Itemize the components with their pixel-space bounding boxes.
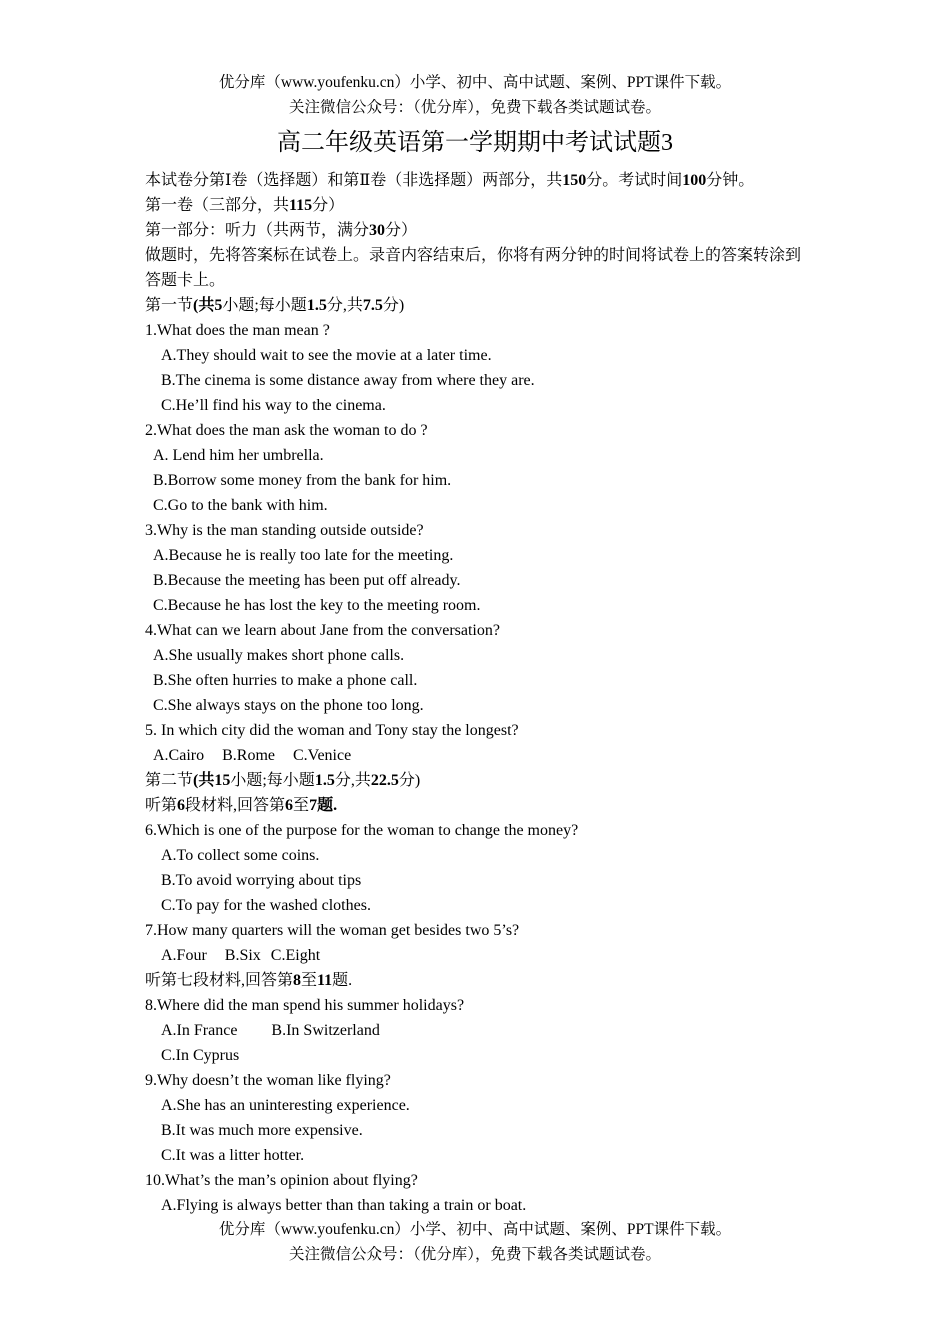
question-10-option-a: A.Flying is always better than than taking a train or boat. bbox=[161, 1197, 527, 1214]
question-9-option-c: C.It was a litter hotter. bbox=[161, 1147, 305, 1164]
question-1-option-b: B.The cinema is some distance away from where they are. bbox=[161, 372, 535, 389]
page-header-line-2: 关注微信公众号：（优分库），免费下载各类试题试卷。 bbox=[288, 99, 661, 116]
intro-paragraph-1: 本试卷分第Ⅰ卷（选择题）和第Ⅱ卷（非选择题）两部分，共150分。考试时间100分钟。 bbox=[145, 172, 755, 189]
question-5-option-c: C.Venice bbox=[293, 747, 352, 764]
question-7-option-b: B.Six bbox=[224, 947, 261, 964]
exam-body bbox=[145, 168, 815, 1218]
question-8: 8.Where did the man spend his summer holidays? bbox=[145, 997, 465, 1014]
material-6-instruction: 听第6段材料,回答第6至7题. bbox=[145, 797, 338, 814]
question-2-option-c: C.Go to the bank with him. bbox=[153, 497, 328, 514]
question-8-option-c: C.In Cyprus bbox=[161, 1047, 240, 1064]
question-7-options bbox=[145, 943, 815, 968]
question-6-option-a: A.To collect some coins. bbox=[161, 847, 320, 864]
question-2-option-b: B.Borrow some money from the bank for him. bbox=[153, 472, 452, 489]
question-7-option-a: A.Four bbox=[161, 947, 207, 964]
question-8-options-row-1 bbox=[145, 1018, 815, 1043]
question-7-option-c: C.Eight bbox=[270, 947, 321, 964]
question-2: 2.What does the man ask the woman to do ? bbox=[145, 422, 428, 439]
intro-paragraph-2: 第一卷（三部分，共115分） bbox=[145, 197, 345, 214]
material-7-instruction: 听第七段材料,回答第8至11题. bbox=[145, 972, 353, 989]
question-1: 1.What does the man mean ? bbox=[145, 322, 330, 339]
question-8-option-b: B.In Switzerland bbox=[271, 1022, 380, 1039]
page-footer-line-1: 优分库（www.youfenku.cn）小学、初中、高中试题、案例、PPT课件下载。 bbox=[218, 1221, 732, 1238]
question-9-option-b: B.It was much more expensive. bbox=[161, 1122, 363, 1139]
question-5: 5. In which city did the woman and Tony stay the longest? bbox=[145, 722, 519, 739]
question-3: 3.Why is the man standing outside outside? bbox=[145, 522, 424, 539]
question-4: 4.What can we learn about Jane from the conversation? bbox=[145, 622, 500, 639]
question-10: 10.What’s the man’s opinion about flying? bbox=[145, 1172, 418, 1189]
question-7: 7.How many quarters will the woman get besides two 5’s? bbox=[145, 922, 520, 939]
question-1-option-a: A.They should wait to see the movie at a later time. bbox=[161, 347, 492, 364]
question-3-option-a: A.Because he is really too late for the meeting. bbox=[153, 547, 454, 564]
question-9-option-a: A.She has an uninteresting experience. bbox=[161, 1097, 410, 1114]
intro-paragraph-4: 做题时，先将答案标在试卷上。录音内容结束后，你将有两分钟的时间将试卷上的答案转涂到答题卡上。 bbox=[145, 247, 802, 289]
question-8-option-a: A.In France bbox=[161, 1022, 238, 1039]
section-1-heading: 第一节(共5小题;每小题1.5分,共7.5分) bbox=[145, 297, 405, 314]
question-2-option-a: A. Lend him her umbrella. bbox=[153, 447, 324, 464]
question-9: 9.Why doesn’t the woman like flying? bbox=[145, 1072, 391, 1089]
page-footer-line-2: 关注微信公众号：（优分库），免费下载各类试题试卷。 bbox=[288, 1246, 661, 1263]
question-1-option-c: C.He’ll find his way to the cinema. bbox=[161, 397, 386, 414]
question-5-options bbox=[145, 743, 815, 768]
question-3-option-b: B.Because the meeting has been put off already. bbox=[153, 572, 461, 589]
question-4-option-c: C.She always stays on the phone too long. bbox=[153, 697, 424, 714]
section-2-heading: 第二节(共15小题;每小题1.5分,共22.5分) bbox=[145, 772, 421, 789]
question-6: 6.Which is one of the purpose for the woman to change the money? bbox=[145, 822, 579, 839]
page-header-line-1: 优分库（www.youfenku.cn）小学、初中、高中试题、案例、PPT课件下载。 bbox=[218, 74, 732, 91]
question-6-option-b: B.To avoid worrying about tips bbox=[161, 872, 362, 889]
intro-paragraph-3: 第一部分：听力（共两节，满分30分） bbox=[145, 222, 418, 239]
question-5-option-b: B.Rome bbox=[222, 747, 275, 764]
question-6-option-c: C.To pay for the washed clothes. bbox=[161, 897, 371, 914]
question-5-option-a: A.Cairo bbox=[153, 747, 205, 764]
question-4-option-a: A.She usually makes short phone calls. bbox=[153, 647, 405, 664]
question-3-option-c: C.Because he has lost the key to the meeting room. bbox=[153, 597, 481, 614]
exam-title: 高二年级英语第一学期期中考试试题3 bbox=[277, 130, 673, 156]
question-4-option-b: B.She often hurries to make a phone call. bbox=[153, 672, 418, 689]
